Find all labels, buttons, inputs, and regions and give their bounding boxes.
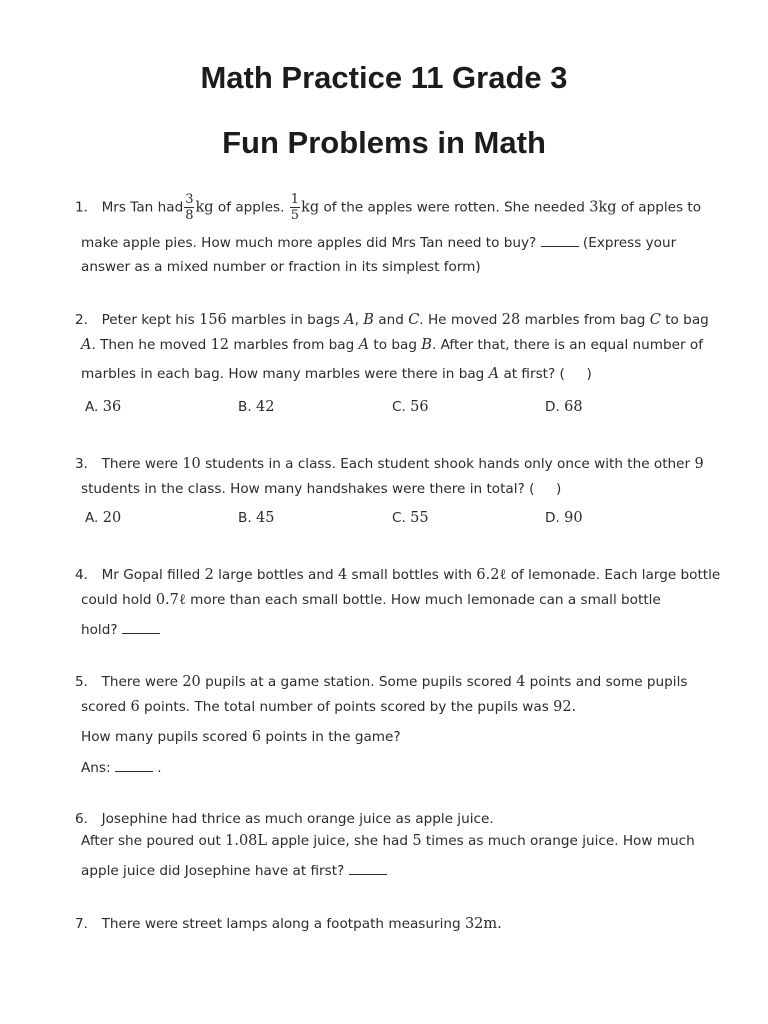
q1-line-3: answer as a mixed number or fraction in its simplest form) — [81, 259, 481, 275]
option-d[interactable]: D. 68 — [545, 399, 583, 415]
q2-line-2: A. Then he moved 12 marbles from bag A to bag B. After that, there is an equal number of — [81, 337, 704, 353]
q4-line-2: could hold 0.7ℓ more than each small bottle. How much lemonade can a small bottle — [81, 592, 661, 608]
option-b[interactable]: B. 42 — [238, 399, 275, 415]
q3-line-1: 3． There were 10 students in a class. Each student shook hands only once with the other 9 — [75, 456, 704, 472]
option-b[interactable]: B. 45 — [238, 510, 275, 526]
q7-line-1: 7． There were street lamps along a footpath measuring 32m. — [75, 916, 502, 932]
q2-line-1: 2． Peter kept his 156 marbles in bags A, B and C. He moved 28 marbles from bag C to bag — [75, 312, 709, 328]
fraction-1-5: $\frac{1}{5}$ — [290, 192, 300, 223]
option-a[interactable]: A. 20 — [85, 510, 122, 526]
q3-line-2: students in the class. How many handshakes were there in total? ( ) — [81, 481, 562, 497]
q1-line-2: make apple pies. How much more apples did Mrs Tan need to buy? (Express your — [81, 235, 677, 251]
q5-line-2: scored 6 points. The total number of points scored by the pupils was 92. — [81, 699, 577, 715]
option-c[interactable]: C. 55 — [392, 510, 429, 526]
option-a[interactable]: A. 36 — [85, 399, 122, 415]
q5-line-1: 5． There were 20 pupils at a game station. Some pupils scored 4 points and some pupils — [75, 674, 688, 690]
answer-blank[interactable] — [541, 234, 579, 247]
q6-line-2: After she poured out 1.08L apple juice, she had 5 times as much orange juice. How much — [81, 833, 695, 849]
answer-blank[interactable] — [349, 862, 387, 875]
q6-line-1: 6． Josephine had thrice as much orange juice as apple juice. — [75, 811, 494, 827]
page-title: Math Practice 11 Grade 3 — [200, 60, 568, 95]
fraction-3-8: $\frac{3}{8}$ — [185, 192, 194, 223]
q5-line-4: Ans: . — [81, 760, 162, 776]
option-c[interactable]: C. 56 — [392, 399, 429, 415]
q2-line-3: marbles in each bag. How many marbles were there in bag A at first? ( ) — [81, 366, 592, 382]
option-d[interactable]: D. 90 — [545, 510, 583, 526]
page-subtitle: Fun Problems in Math — [222, 125, 546, 160]
q4-line-3: hold? — [81, 621, 160, 638]
q5-line-3: How many pupils scored 6 points in the game? — [81, 729, 401, 745]
q4-line-1: 4． Mr Gopal filled 2 large bottles and 4 small bottles with 6.2ℓ of lemonade. Each large bottle — [75, 567, 721, 583]
answer-blank[interactable] — [122, 621, 160, 634]
q6-line-3: apple juice did Josephine have at first? — [81, 862, 387, 879]
answer-blank[interactable] — [115, 759, 153, 772]
q1-line-1: 1． Mrs Tan had $\frac{3}{8}$ kg of apples. $\frac{1}{5}$ kg of the apples were rotten. She needed 3kg of apples to — [75, 192, 702, 223]
